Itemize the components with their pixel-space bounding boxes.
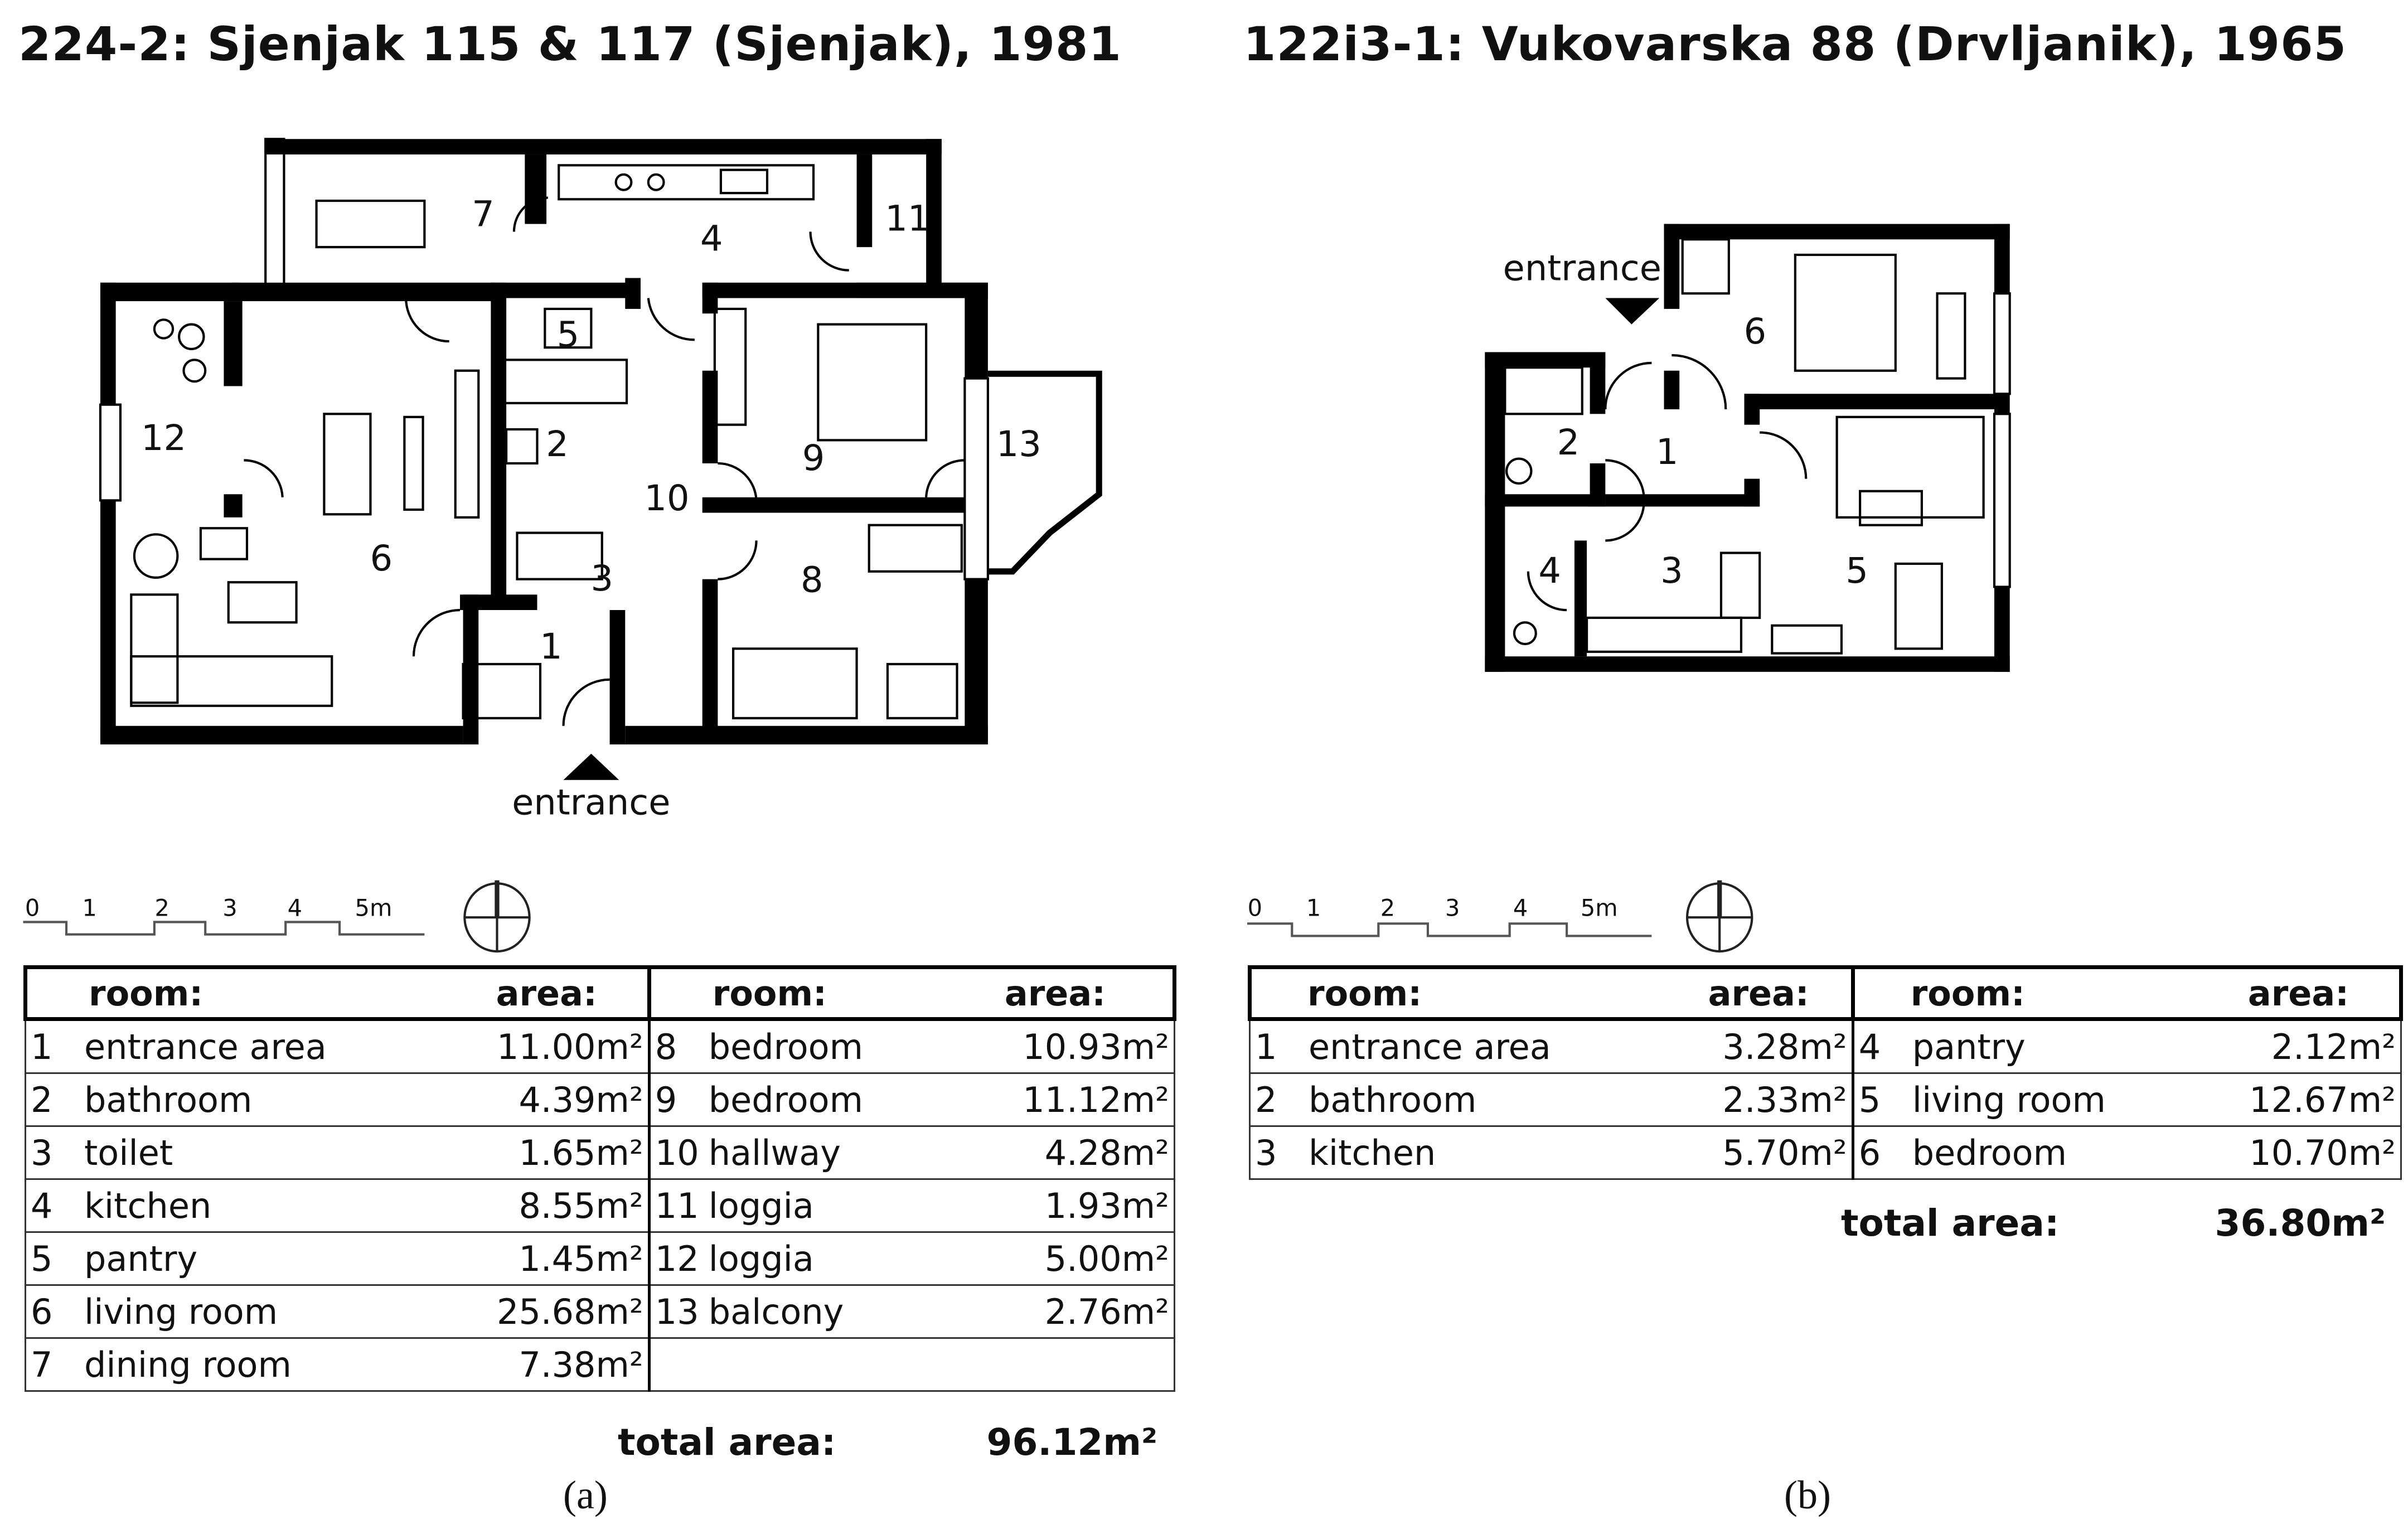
svg-text:0: 0 xyxy=(25,894,40,922)
room-number: 11 xyxy=(885,198,931,240)
room-number: 3 xyxy=(590,558,614,599)
room-number: 7 xyxy=(472,193,495,235)
room-number: 1 xyxy=(540,626,563,667)
plan-a-floorplan xyxy=(100,139,1099,744)
room-number: 5 xyxy=(1845,550,1868,592)
room-number: 1 xyxy=(1655,431,1679,473)
table-row: 6 living room 25.68m² 13 balcony 2.76m² xyxy=(26,1285,1175,1338)
room-number: 2 xyxy=(1557,422,1580,464)
room-number: 12 xyxy=(140,417,186,459)
total-area-label: total area: xyxy=(1841,1202,2060,1245)
room-number: 4 xyxy=(700,218,723,260)
svg-text:4: 4 xyxy=(1513,894,1528,922)
svg-text:0: 0 xyxy=(1247,894,1263,922)
table-row: 3 toilet 1.65m² 10 hallway 4.28m² xyxy=(26,1126,1175,1179)
room-number: 3 xyxy=(1660,550,1683,592)
table-row: 7 dining room 7.38m² xyxy=(26,1338,1175,1391)
total-area-label: total area: xyxy=(618,1421,836,1464)
svg-text:4: 4 xyxy=(287,894,303,922)
room-number: 2 xyxy=(546,424,569,466)
svg-text:1: 1 xyxy=(1306,894,1321,922)
table-row: 5 pantry 1.45m² 12 loggia 5.00m² xyxy=(26,1232,1175,1285)
room-number: 6 xyxy=(1743,311,1767,352)
scale-bar-a xyxy=(23,894,425,934)
room-area-table-b: room: area: room: area: 1 entrance area 3.28m² 4 pantry 2.12m² 2 bathroom 2.33m² 5 living room 12.67m² 3 kitchen 5.70m² 6 bedroom 10.70m² xyxy=(1248,965,2403,1180)
north-compass-icon xyxy=(464,880,529,951)
table-row: 1 entrance area 11.00m² 8 bedroom 10.93m² xyxy=(26,1019,1175,1073)
svg-text:5m: 5m xyxy=(355,894,393,922)
table-row: 2 bathroom 4.39m² 9 bedroom 11.12m² xyxy=(26,1073,1175,1126)
table-row: 3 kitchen 5.70m² 6 bedroom 10.70m² xyxy=(1250,1126,2401,1179)
room-number: 13 xyxy=(996,424,1041,466)
room-number: 8 xyxy=(801,559,823,601)
room-area-table-a: room: area: room: area: 1 entrance area 11.00m² 8 bedroom 10.93m² 2 bathroom 4.39m² 9 bedroom 11.12m² 3 toilet 1.65m² 10 hallway 4.28m² 4 kitchen 8.55m² 11 loggia 1.93m² 5 pantry 1.45m² 12 loggia 5.00m² 6 living room 25.68m² 13 balcony 2.76m² 7 dining room 7.38m² xyxy=(23,965,1176,1392)
plan-b-title: 122i3-1: Vukovarska 88 (Drvljanik), 1965 xyxy=(1243,17,2347,71)
room-number: 10 xyxy=(644,477,690,519)
entrance-arrow-icon xyxy=(564,754,619,780)
entrance-label: entrance xyxy=(1503,248,1661,289)
svg-text:2: 2 xyxy=(154,894,169,922)
entrance-arrow-icon xyxy=(1605,298,1659,325)
caption-a: (a) xyxy=(563,1473,608,1517)
table-row: 1 entrance area 3.28m² 4 pantry 2.12m² xyxy=(1250,1019,2401,1073)
svg-text:1: 1 xyxy=(82,894,97,922)
plan-a-title: 224-2: Sjenjak 115 & 117 (Sjenjak), 1981 xyxy=(18,17,1122,71)
room-number: 9 xyxy=(802,437,825,479)
entrance-label: entrance xyxy=(512,782,671,824)
total-area-value: 36.80m² xyxy=(2215,1202,2386,1245)
total-area-value: 96.12m² xyxy=(986,1421,1157,1464)
scale-bar-b xyxy=(1247,894,1651,936)
svg-text:5m: 5m xyxy=(1580,894,1618,922)
north-compass-icon xyxy=(1687,880,1752,951)
room-number: 6 xyxy=(370,538,393,579)
caption-b: (b) xyxy=(1784,1473,1831,1517)
room-number: 5 xyxy=(556,314,580,356)
svg-text:3: 3 xyxy=(1445,894,1460,922)
svg-text:3: 3 xyxy=(222,894,238,922)
table-row: 2 bathroom 2.33m² 5 living room 12.67m² xyxy=(1250,1073,2401,1126)
room-number: 4 xyxy=(1538,550,1561,592)
table-row: 4 kitchen 8.55m² 11 loggia 1.93m² xyxy=(26,1179,1175,1232)
svg-text:2: 2 xyxy=(1380,894,1396,922)
